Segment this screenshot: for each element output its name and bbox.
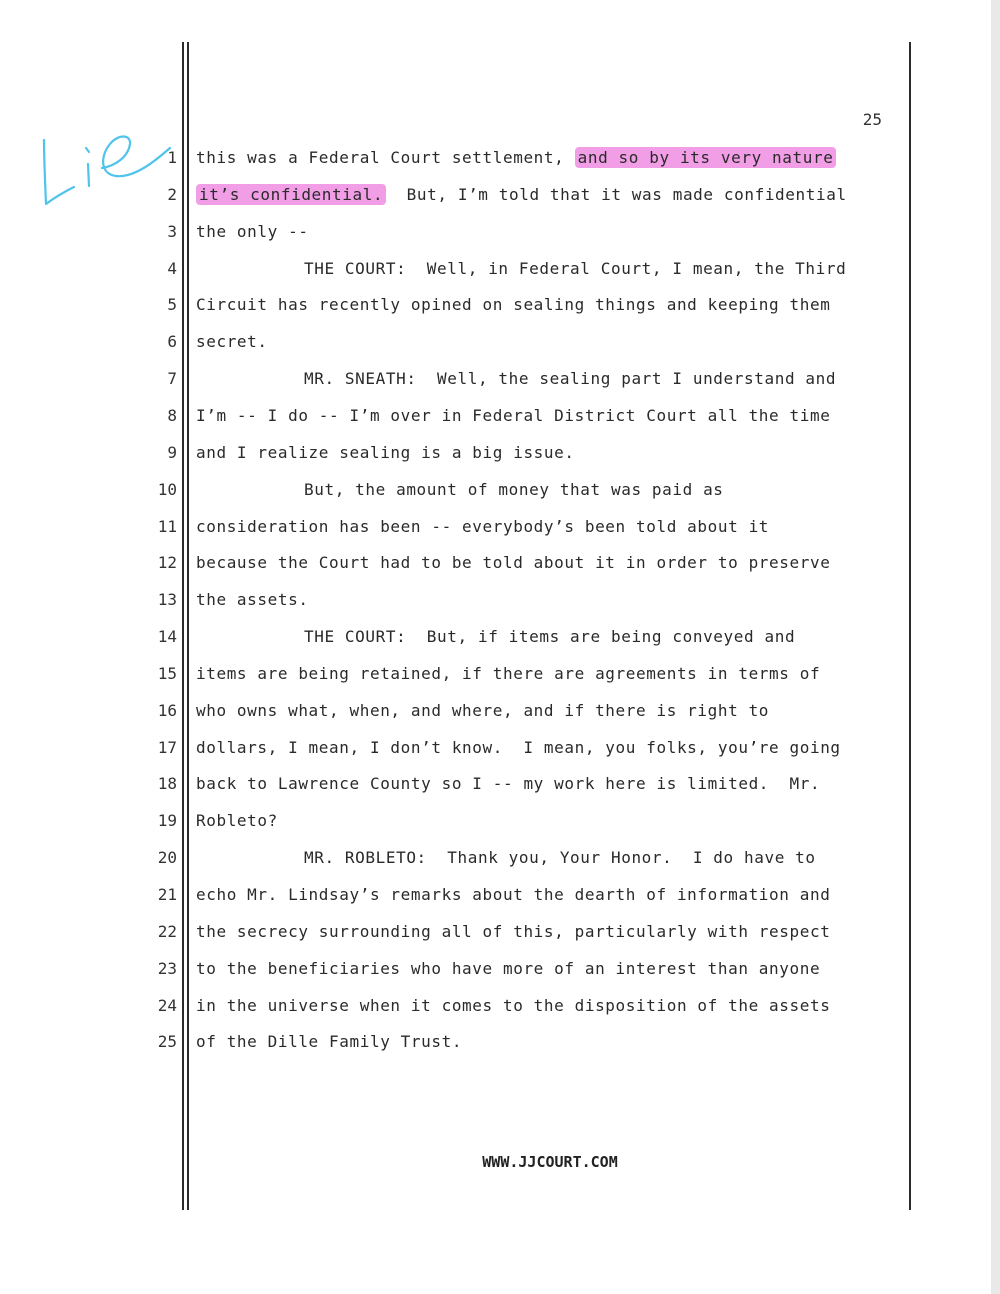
- line-number: 15: [157, 663, 177, 683]
- line-text: the assets.: [196, 590, 309, 610]
- transcript-line: [0, 250, 1000, 287]
- transcript-line: [0, 544, 1000, 581]
- line-text: and I realize sealing is a big issue.: [196, 442, 575, 462]
- transcript-line: [0, 176, 1000, 213]
- line-number: 4: [167, 258, 177, 278]
- line-text: secret.: [196, 332, 268, 352]
- transcript-line: [0, 987, 1000, 1024]
- line-text-after: But, I’m told that it was made confidential: [386, 184, 847, 204]
- line-text: because the Court had to be told about it in order to preserve: [196, 553, 831, 573]
- line-number: 2: [167, 184, 177, 204]
- transcript-line: [0, 765, 1000, 802]
- line-text: MR. SNEATH: Well, the sealing part I understand and: [304, 369, 837, 389]
- line-text: Circuit has recently opined on sealing things and keeping them: [196, 295, 831, 315]
- transcript-line: [0, 839, 1000, 876]
- highlighted-text: and so by its very nature: [575, 147, 837, 168]
- line-number: 22: [157, 921, 177, 941]
- line-text: THE COURT: Well, in Federal Court, I mean, the Third: [304, 258, 847, 278]
- transcript-line: [0, 213, 1000, 250]
- transcript-line: [0, 508, 1000, 545]
- transcript-line: [0, 397, 1000, 434]
- line-number: 1: [167, 148, 177, 167]
- line-number: 11: [157, 516, 177, 536]
- line-number: 25: [157, 1032, 177, 1052]
- line-text: to the beneficiaries who have more of an interest than anyone: [196, 958, 821, 978]
- line-text: [196, 176, 896, 213]
- transcript-line: [0, 360, 1000, 397]
- transcript-line: [0, 286, 1000, 323]
- footer-website: WWW.JJCOURT.COM: [482, 1153, 618, 1171]
- line-text: the secrecy surrounding all of this, particularly with respect: [196, 921, 831, 941]
- line-number: 24: [157, 995, 177, 1015]
- page-number: 25: [862, 110, 882, 129]
- line-text: Robleto?: [196, 811, 278, 831]
- transcript-line: [0, 913, 1000, 950]
- line-number: 20: [157, 848, 177, 868]
- line-number: 3: [167, 221, 177, 241]
- line-text-before: this was a Federal Court settlement,: [196, 148, 575, 167]
- transcript-line: [0, 950, 1000, 987]
- line-number: 6: [167, 332, 177, 352]
- line-number: 14: [157, 627, 177, 647]
- line-number: 9: [167, 442, 177, 462]
- line-number: 19: [157, 811, 177, 831]
- transcript-line: [0, 434, 1000, 471]
- transcript-line: [0, 655, 1000, 692]
- transcript-line: [0, 471, 1000, 508]
- line-text: dollars, I mean, I don’t know. I mean, you folks, you’re going: [196, 737, 841, 757]
- line-number: 12: [157, 553, 177, 573]
- transcript-line: [0, 876, 1000, 913]
- transcript-line: [0, 1023, 1000, 1060]
- line-text: [196, 139, 896, 176]
- line-text: echo Mr. Lindsay’s remarks about the dearth of information and: [196, 885, 831, 904]
- transcript-line: [0, 139, 1000, 176]
- line-text: But, the amount of money that was paid as: [304, 479, 724, 499]
- line-text: in the universe when it comes to the disposition of the assets: [196, 995, 831, 1015]
- line-text: consideration has been -- everybody’s been told about it: [196, 516, 770, 536]
- line-text: MR. ROBLETO: Thank you, Your Honor. I do have to: [304, 848, 816, 868]
- line-number: 8: [167, 405, 177, 425]
- transcript-line: [0, 618, 1000, 655]
- line-number: 7: [167, 369, 177, 389]
- line-text: the only --: [196, 221, 309, 241]
- line-number: 10: [157, 479, 177, 499]
- transcript-line: [0, 581, 1000, 618]
- line-number: 13: [157, 590, 177, 610]
- line-text: items are being retained, if there are agreements in terms of: [196, 663, 821, 683]
- line-number: 17: [157, 737, 177, 757]
- line-text: back to Lawrence County so I -- my work here is limited. Mr.: [196, 774, 821, 794]
- line-number: 16: [157, 700, 177, 720]
- line-text: THE COURT: But, if items are being conveyed and: [304, 627, 796, 647]
- line-number: 23: [157, 958, 177, 978]
- highlighted-text: it’s confidential.: [196, 184, 386, 205]
- line-number: 21: [157, 885, 177, 904]
- line-number: 5: [167, 295, 177, 315]
- transcript-line: [0, 692, 1000, 729]
- line-text: of the Dille Family Trust.: [196, 1032, 463, 1052]
- line-number: 18: [157, 774, 177, 794]
- line-text: I’m -- I do -- I’m over in Federal District Court all the time: [196, 405, 831, 425]
- transcript-line: [0, 802, 1000, 839]
- transcript-line: [0, 729, 1000, 766]
- line-text: who owns what, when, and where, and if there is right to: [196, 700, 770, 720]
- transcript-line: [0, 323, 1000, 360]
